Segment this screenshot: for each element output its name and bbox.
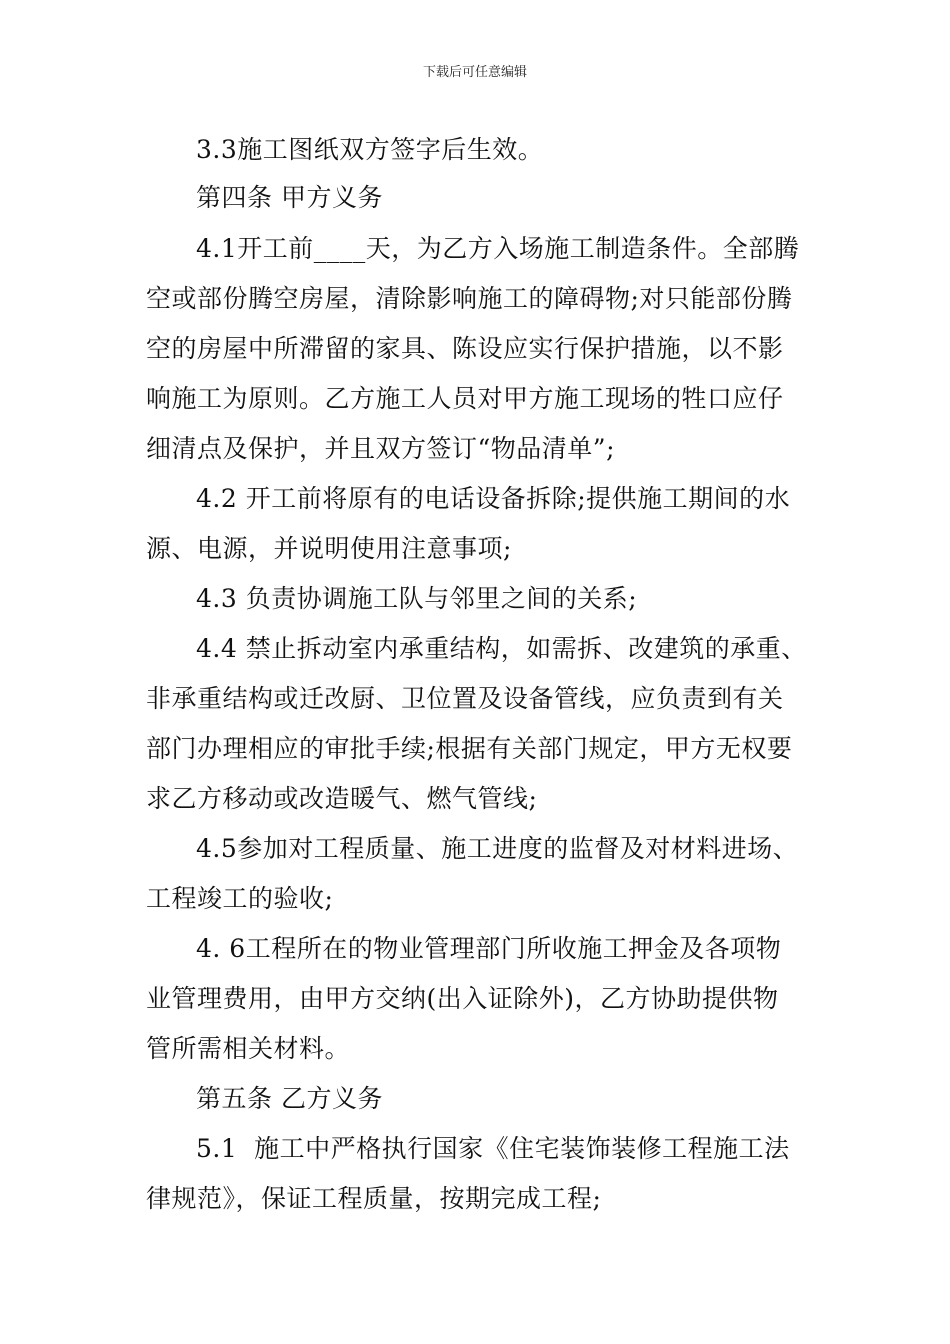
section-4-3: 4.3 负责协调施工队与邻里之间的关系; [196, 584, 638, 613]
section-4-1-line-4: 响施工为原则。乙方施工人员对甲方施工现场的牲口应仔 [146, 384, 784, 413]
section-4-1-line-2: 空或部份腾空房屋，清除影响施工的障碍物;对只能部份腾 [146, 284, 793, 313]
section-4-5-line-2: 工程竣工的验收; [146, 884, 334, 913]
article-5-heading: 第五条 乙方义务 [196, 1084, 383, 1113]
section-4-1-line-1: 4.1开工前____天，为乙方入场施工制造条件。全部腾 [196, 234, 800, 263]
section-4-6-line-2: 业管理费用，由甲方交纳(出入证除外)，乙方协助提供物 [146, 984, 779, 1013]
page-header: 下载后可任意编辑 [422, 65, 527, 80]
section-3-3: 3.3施工图纸双方签字后生效。 [196, 135, 544, 164]
section-4-4-line-1: 4.4 禁止拆动室内承重结构，如需拆、改建筑的承重、 [196, 634, 807, 663]
section-4-6-line-3: 管所需相关材料。 [146, 1034, 351, 1063]
section-4-2-line-1: 4.2 开工前将原有的电话设备拆除;提供施工期间的水 [196, 484, 791, 513]
section-5-1-line-1: 5.1 施工中严格执行国家《住宅装饰装修工程施工法 [196, 1134, 790, 1163]
section-4-4-line-2: 非承重结构或迁改厨、卫位置及设备管线，应负责到有关 [146, 684, 784, 713]
section-4-1-line-5: 细清点及保护，并且双方签订“物品清单”; [146, 434, 615, 463]
section-5-1-line-2: 律规范》，保证工程质量，按期完成工程; [146, 1184, 602, 1213]
section-4-5-line-1: 4.5参加对工程质量、施工进度的监督及对材料进场、 [196, 834, 799, 863]
section-4-2-line-2: 源、电源，并说明使用注意事项; [146, 534, 512, 563]
section-4-4-line-3: 部门办理相应的审批手续;根据有关部门规定，甲方无权要 [146, 734, 793, 763]
article-4-heading: 第四条 甲方义务 [196, 183, 383, 212]
section-4-6-line-1: 4. 6工程所在的物业管理部门所收施工押金及各项物 [196, 934, 782, 963]
section-4-4-line-4: 求乙方移动或改造暖气、燃气管线; [146, 784, 538, 813]
section-4-1-line-3: 空的房屋中所滞留的家具、陈设应实行保护措施，以不影 [146, 334, 784, 363]
